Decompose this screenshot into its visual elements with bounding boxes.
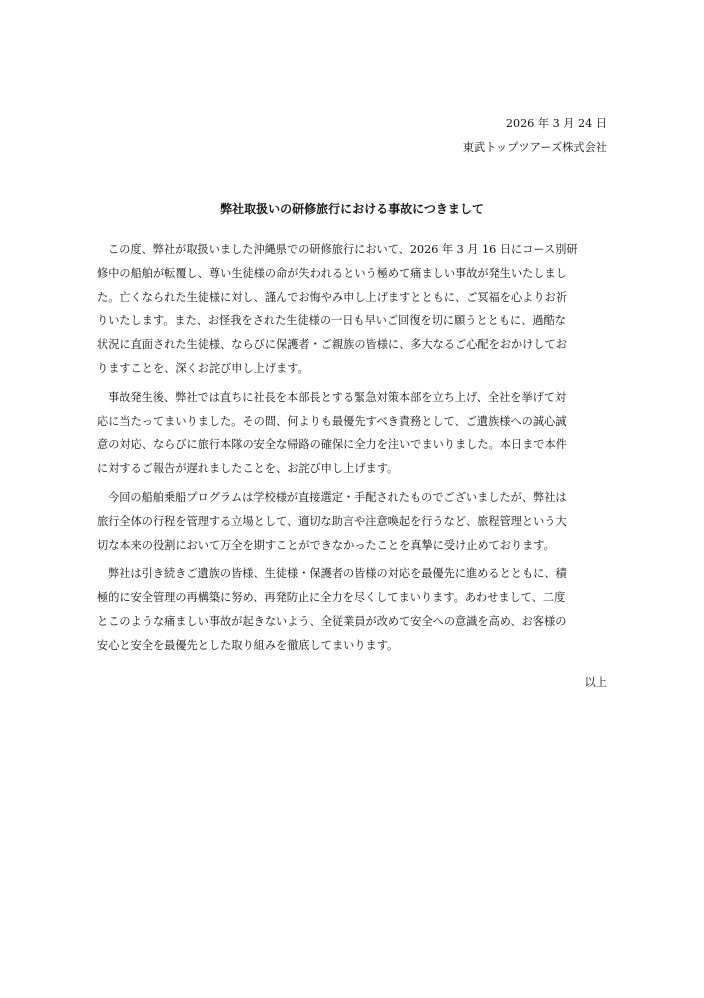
paragraph-4 [97,562,607,657]
paragraph-line: 事故発生後、弊社では直ちに社長を本部長とする緊急対策本部を立ち上げ、全社を挙げて対 [108,390,567,404]
paragraph-line: 安心と安全を最優先とした取り組みを徹底してまいります。 [97,638,399,652]
paragraph-line: りますことを、深くお詫び申し上げます。 [97,361,309,375]
document-date: 2026 年 3 月 24 日 [505,117,607,130]
company-name: 東武トップツアーズ株式会社 [462,141,607,154]
paragraph-line: 切な本来の役割において万全を期すことができなかったことを真摯に受け止めております。 [97,538,555,552]
paragraph-line: りいたします。また、お怪我をされた生徒様の一日も早いご回復を切に願うとともに、過酷な [97,314,566,328]
paragraph-3 [97,486,607,557]
paragraph-line: た。亡くなられた生徒様に対し、謹んでお悔やみ申し上げますとともに、ご冥福を心よりお祈 [97,290,567,304]
paragraph-line: 応に当たってまいりました。その間、何よりも最優先すべき責務として、ご遺族様への誠心誠 [97,414,567,428]
paragraph-line: 意の対応、ならびに旅行本隊の安全な帰路の確保に全力を注いでまいりました。本日まで本件 [97,438,567,452]
paragraph-2 [97,386,607,481]
closing-mark: 以上 [584,676,607,689]
paragraph-line: 状況に直面された生徒様、ならびに保護者・ご親族の皆様に、多大なるご心配をおかけしてお [97,338,567,352]
letter-header [463,112,607,160]
paragraph-line: 旅行全体の行程を管理する立場として、適切な助言や注意喚起を行うなど、旅程管理という大 [97,514,567,528]
paragraph-line: に対するご報告が遅れましたことを、お詫び申し上げます。 [97,462,399,476]
paragraph-line: とこのような痛ましい事故が起きないよう、全従業員が改めて安全への意識を高め、お客様の [97,614,567,628]
paragraph-line: 今回の船舶乗船プログラムは学校様が直接選定・手配されたものでございましたが、弊社は [108,490,567,504]
document-title: 弊社取扱いの研修旅行における事故につきまして [220,202,484,216]
paragraph-line: 極的に安全管理の再構築に努め、再発防止に全力を尽くしてまいります。あわせまして、二度 [97,591,566,605]
paragraph-line: この度、弊社が取扱いました沖縄県での研修旅行において、2026 年 3 月 16 日にコース別研 [108,243,578,256]
paragraph-line: 弊社は引き続きご遺族の皆様、生徒様・保護者の皆様の対応を最優先に進めるとともに、積 [108,567,567,581]
paragraph-1 [97,238,607,381]
document-body [97,238,607,663]
paragraph-line: 修中の船舶が転覆し、尊い生徒様の命が失われるという極めて痛ましい事故が発生いたしまし [97,266,567,280]
